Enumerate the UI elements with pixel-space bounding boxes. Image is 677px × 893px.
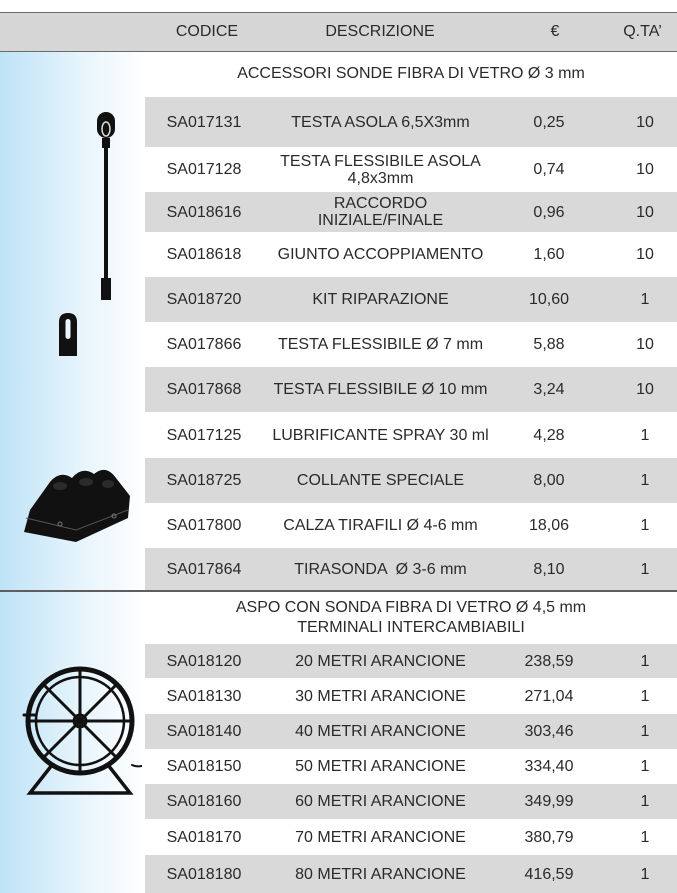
- table-row: [145, 644, 677, 678]
- row-price: 10,60: [528, 291, 570, 308]
- row-price: 416,59: [524, 865, 574, 883]
- row-price: 334,40: [524, 758, 574, 775]
- section2-title-line2: TERMINALI INTERCAMBIABILI: [297, 619, 525, 636]
- header-description: DESCRIZIONE: [325, 23, 435, 40]
- row-description: CALZA TIRAFILI Ø 4-6 mm: [283, 517, 478, 534]
- row-code: SA017868: [166, 381, 242, 398]
- row-price: 3,24: [533, 381, 565, 398]
- row-description: 70 METRI ARANCIONE: [295, 828, 466, 846]
- row-price: 349,99: [524, 793, 574, 810]
- row-code: SA018130: [166, 687, 242, 705]
- table-row: [145, 819, 677, 855]
- row-price: 238,59: [524, 652, 574, 670]
- row-code: SA018180: [166, 865, 242, 883]
- header-code: CODICE: [175, 23, 239, 40]
- header-quantity: Q.TA’: [623, 23, 662, 40]
- table-row: [145, 503, 677, 548]
- row-quantity: 1: [640, 723, 650, 740]
- row-description: 30 METRI ARANCIONE: [295, 687, 466, 705]
- row-description: GIUNTO ACCOPPIAMENTO: [277, 246, 484, 263]
- row-price: 8,00: [533, 472, 565, 489]
- row-price: 0,25: [533, 113, 565, 131]
- row-code: SA017125: [166, 426, 242, 444]
- flexible-head-image: [56, 312, 80, 358]
- section1-title: ACCESSORI SONDE FIBRA DI VETRO Ø 3 mm: [237, 65, 585, 82]
- row-code: SA017800: [166, 517, 242, 534]
- row-quantity: 1: [640, 793, 650, 810]
- table-row: [145, 855, 677, 893]
- row-description: RACCORDO INIZIALE/FINALE: [317, 195, 444, 229]
- table-row: [145, 147, 677, 192]
- row-code: SA018725: [166, 472, 242, 489]
- row-code: SA018618: [166, 246, 242, 263]
- row-description: COLLANTE SPECIALE: [296, 472, 465, 489]
- table-row: [145, 412, 677, 458]
- row-quantity: 10: [636, 203, 654, 221]
- row-price: 271,04: [524, 687, 574, 705]
- table-row: [145, 714, 677, 749]
- row-quantity: 10: [636, 113, 654, 131]
- row-description: 80 METRI ARANCIONE: [295, 865, 466, 883]
- row-code: SA018616: [166, 203, 242, 221]
- probe-rod-image: [92, 112, 120, 302]
- row-price: 18,06: [528, 517, 570, 534]
- row-description: 20 METRI ARANCIONE: [295, 652, 466, 670]
- table-row: [145, 749, 677, 784]
- row-description: TIRASONDA Ø 3-6 mm: [294, 560, 467, 578]
- row-quantity: 10: [636, 161, 654, 178]
- row-price: 4,28: [533, 426, 565, 444]
- row-description: LUBRIFICANTE SPRAY 30 ml: [272, 426, 489, 444]
- header-price: €: [550, 23, 560, 40]
- row-code: SA018720: [166, 291, 242, 308]
- section2-title: [145, 598, 677, 638]
- table-row: [145, 322, 677, 367]
- row-quantity: 1: [640, 865, 650, 883]
- section-divider: [0, 590, 677, 592]
- table-header: [0, 12, 677, 52]
- row-code: SA017864: [166, 560, 242, 578]
- row-quantity: 1: [640, 687, 650, 705]
- row-price: 1,60: [533, 246, 565, 263]
- table-row: [145, 458, 677, 503]
- row-code: SA017866: [166, 336, 242, 353]
- row-price: 5,88: [533, 336, 565, 353]
- table-row: [145, 232, 677, 277]
- row-description: TESTA ASOLA 6,5X3mm: [291, 113, 470, 131]
- row-price: 380,79: [524, 828, 574, 846]
- section2-title-line1: ASPO CON SONDA FIBRA DI VETRO Ø 4,5 mm: [235, 599, 587, 616]
- reel-image: [22, 653, 142, 805]
- row-quantity: 1: [640, 828, 650, 846]
- table-row: [145, 678, 677, 714]
- row-description: 50 METRI ARANCIONE: [295, 758, 466, 775]
- row-price: 0,96: [533, 203, 565, 221]
- row-quantity: 1: [640, 517, 650, 534]
- row-quantity: 10: [636, 381, 654, 398]
- table-row: [145, 97, 677, 147]
- row-price: 303,46: [524, 723, 574, 740]
- row-quantity: 1: [640, 560, 650, 578]
- row-code: SA018140: [166, 723, 242, 740]
- row-quantity: 1: [640, 472, 650, 489]
- row-price: 0,74: [533, 161, 565, 178]
- row-code: SA018170: [166, 828, 242, 846]
- row-code: SA018120: [166, 652, 242, 670]
- row-description: KIT RIPARAZIONE: [312, 291, 449, 308]
- row-description: TESTA FLESSIBILE ASOLA 4,8x3mm: [280, 152, 481, 187]
- row-quantity: 1: [640, 426, 650, 444]
- row-quantity: 10: [636, 246, 654, 263]
- row-description: TESTA FLESSIBILE Ø 10 mm: [273, 381, 488, 398]
- row-description: 60 METRI ARANCIONE: [295, 793, 466, 810]
- row-code: SA018160: [166, 793, 242, 810]
- table-row: [145, 192, 677, 232]
- table-row: [145, 367, 677, 412]
- row-quantity: 1: [640, 291, 650, 308]
- row-quantity: 1: [640, 652, 650, 670]
- repair-kit-image: [20, 452, 132, 548]
- row-price: 8,10: [533, 560, 565, 578]
- table-row: [145, 548, 677, 590]
- table-row: [145, 277, 677, 322]
- row-quantity: 10: [636, 336, 654, 353]
- row-quantity: 1: [640, 758, 650, 775]
- table-row: [145, 784, 677, 819]
- row-description: 40 METRI ARANCIONE: [295, 723, 466, 740]
- row-code: SA017131: [166, 113, 242, 131]
- row-code: SA017128: [166, 161, 242, 178]
- row-description: TESTA FLESSIBILE Ø 7 mm: [277, 336, 484, 353]
- row-code: SA018150: [166, 758, 242, 775]
